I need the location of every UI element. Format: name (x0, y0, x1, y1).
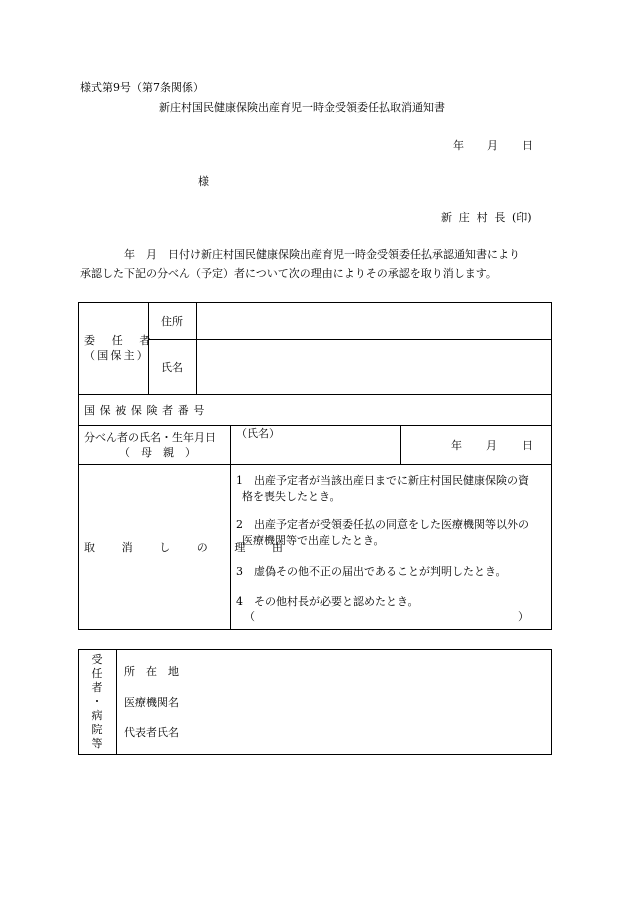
reason-2-line-1: 2 出産予定者が受領委任払の同意をした医療機関等以外の (236, 518, 529, 531)
side-char: 任 (91, 667, 103, 680)
side-char: ・ (91, 695, 103, 708)
reason-label: 取 消 し の 理 由 (84, 541, 295, 554)
representative-label: 代表者氏名 (124, 726, 179, 739)
mother-name-label: （氏名） (236, 427, 280, 440)
document-title: 新庄村国民健康保険出産育児一時金受領委任払取消通知書 (159, 101, 445, 114)
form-number: 様式第9号（第7条関係） (80, 81, 204, 94)
reason-4-close-paren: ） (518, 610, 529, 623)
reason-1-line-1: 1 出産予定者が当該出産日までに新庄村国民健康保険の資 (236, 474, 529, 487)
side-char: 病 (91, 709, 103, 722)
side-char: 受 (91, 653, 103, 666)
side-char: 院 (91, 723, 103, 736)
body-line-2: 承認した下記の分べん（予定）者について次の理由によりその承認を取り消します。 (80, 267, 497, 280)
birth-month: 月 (486, 439, 497, 452)
name-label: 氏名 (161, 361, 183, 374)
reason-1-line-2: 格を喪失したとき。 (242, 490, 341, 503)
delegator-sub-label: （国保主） (84, 349, 150, 362)
mother-sub-label: （ 母 親 ） (119, 446, 196, 459)
date-year: 年 (453, 139, 464, 152)
reason-2-line-2: 医療機関等で出産したとき。 (242, 534, 385, 547)
issuer-seal: (印) (512, 211, 532, 224)
side-char: 者 (91, 681, 103, 694)
insured-number-label: 国保被保険者番号 (84, 404, 209, 417)
location-label: 所 在 地 (124, 665, 179, 678)
birth-year: 年 (451, 439, 462, 452)
birth-day: 日 (522, 439, 533, 452)
issuer-name: 新 庄 村 長 (441, 211, 508, 224)
reason-4-open-paren: （ (244, 610, 255, 623)
address-label: 住所 (161, 315, 183, 328)
date-month: 月 (487, 139, 498, 152)
hospital-side-label (78, 653, 116, 751)
body-line-1: 年 月 日付け新庄村国民健康保険出産育児一時金受領委任払承認通知書により (124, 248, 520, 261)
addressee-suffix: 様 (198, 175, 209, 188)
delegator-label: 委 任 者 (84, 334, 157, 347)
reason-4: 4 その他村長が必要と認めたとき。 (236, 595, 419, 608)
date-day: 日 (522, 139, 533, 152)
institution-label: 医療機関名 (124, 696, 179, 709)
side-char: 等 (91, 737, 103, 750)
mother-label: 分べん者の氏名・生年月日 (84, 431, 216, 444)
reason-3: 3 虚偽その他不正の届出であることが判明したとき。 (236, 565, 507, 578)
